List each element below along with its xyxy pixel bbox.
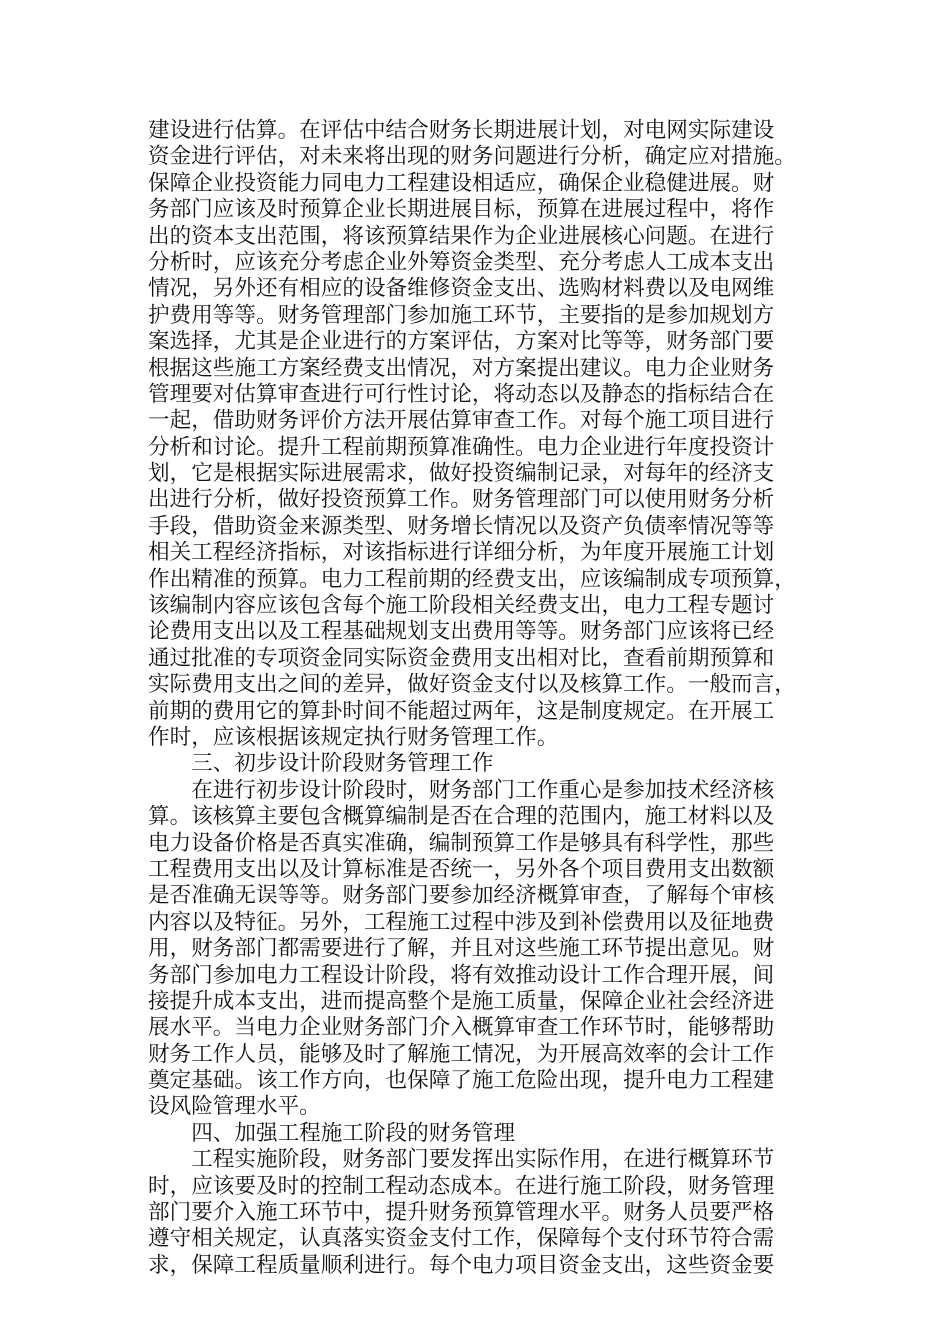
- text-line: 展水平。当电力企业财务部门介入概算审查工作环节时，能够帮助: [148, 1015, 775, 1041]
- text-line: 遵守相关规定，认真落实资金支付工作，保障每个支付环节符合需: [148, 1226, 775, 1252]
- text-line: 奠定基础。该工作方向，也保障了施工危险出现，提升电力工程建: [148, 1068, 775, 1094]
- text-line: 建设进行估算。在评估中结合财务长期进展计划，对电网实际建设: [148, 118, 775, 143]
- text-line: 在进行初步设计阶段时，财务部门工作重心是参加技术经济核: [148, 777, 775, 803]
- text-line: 手段，借助资金来源类型、财务增长情况以及资产负债率情况等等: [148, 513, 775, 539]
- text-line: 论费用支出以及工程基础规划支出费用等等。财务部门应该将已经: [148, 619, 775, 645]
- section-heading-3: 三、初步设计阶段财务管理工作: [148, 751, 494, 777]
- text-line: 通过批准的专项资金同实际资金费用支出相对比，查看前期预算和: [148, 645, 775, 671]
- section-heading-4: 四、加强工程施工阶段的财务管理: [148, 1120, 516, 1146]
- text-line: 内容以及特征。另外，工程施工过程中涉及到补偿费用以及征地费: [148, 909, 775, 935]
- text-line: 接提升成本支出，进而提高整个是施工质量，保障企业社会经济进: [148, 988, 775, 1014]
- text-line: 实际费用支出之间的差异，做好资金支付以及核算工作。一般而言，: [148, 672, 796, 698]
- text-line: 设风险管理水平。: [148, 1094, 321, 1120]
- text-line: 出的资本支出范围，将该预算结果作为企业进展核心问题。在进行: [148, 223, 775, 249]
- text-line: 部门要介入施工环节中，提升财务预算管理水平。财务人员要严格: [148, 1200, 775, 1226]
- text-line: 作时，应该根据该规定执行财务管理工作。: [148, 724, 559, 750]
- text-line: 相关工程经济指标，对该指标进行详细分析，为年度开展施工计划: [148, 540, 775, 566]
- text-line: 是否准确无误等等。财务部门要参加经济概算审查，了解每个审核: [148, 883, 775, 909]
- text-line: 求，保障工程质量顺利进行。每个电力项目资金支出，这些资金要: [148, 1252, 775, 1278]
- text-line: 资金进行评估，对未来将出现的财务问题进行分析，确定应对措施。: [148, 144, 796, 170]
- text-line: 分析时，应该充分考虑企业外筹资金类型、充分考虑人工成本支出: [148, 249, 775, 275]
- text-line: 时，应该要及时的控制工程动态成本。在进行施工阶段，财务管理: [148, 1173, 775, 1199]
- text-line: 务部门应该及时预算企业长期进展目标，预算在进展过程中，将作: [148, 197, 775, 223]
- text-line: 工程实施阶段，财务部门要发挥出实际作用，在进行概算环节: [148, 1147, 775, 1173]
- text-line: 案选择，尤其是企业进行的方案评估，方案对比等等，财务部门要: [148, 329, 775, 355]
- text-line: 电力设备价格是否真实准确，编制预算工作是够具有科学性，那些: [148, 830, 775, 856]
- text-line: 该编制内容应该包含每个施工阶段相关经费支出，电力工程专题讨: [148, 593, 775, 619]
- text-line: 务部门参加电力工程设计阶段，将有效推动设计工作合理开展，间: [148, 962, 775, 988]
- text-line: 工程费用支出以及计算标准是否统一，另外各个项目费用支出数额: [148, 856, 775, 882]
- text-line: 前期的费用它的算卦时间不能超过两年，这是制度规定。在开展工: [148, 698, 775, 724]
- text-line: 分析和讨论。提升工程前期预算准确性。电力企业进行年度投资计: [148, 434, 775, 460]
- document-body: [148, 118, 800, 1279]
- text-line: 保障企业投资能力同电力工程建设相适应，确保企业稳健进展。财: [148, 170, 775, 196]
- text-line: 财务工作人员，能够及时了解施工情况，为开展高效率的会计工作: [148, 1041, 775, 1067]
- text-line: 护费用等等。财务管理部门参加施工环节，主要指的是参加规划方: [148, 302, 775, 328]
- text-line: 用，财务部门都需要进行了解，并且对这些施工环节提出意见。财: [148, 936, 775, 962]
- text-line: 一起，借助财务评价方法开展估算审查工作。对每个施工项目进行: [148, 408, 775, 434]
- text-line: 根据这些施工方案经费支出情况，对方案提出建议。电力企业财务: [148, 355, 775, 381]
- text-line: 算。该核算主要包含概算编制是否在合理的范围内，施工材料以及: [148, 804, 775, 830]
- text-line: 出进行分析，做好投资预算工作。财务管理部门可以使用财务分析: [148, 487, 775, 513]
- text-line: 管理要对估算审查进行可行性讨论，将动态以及静态的指标结合在: [148, 381, 775, 407]
- text-line: 作出精准的预算。电力工程前期的经费支出，应该编制成专项预算，: [148, 566, 796, 592]
- text-line: 情况，另外还有相应的设备维修资金支出、选购材料费以及电网维: [148, 276, 775, 302]
- text-line: 划，它是根据实际进展需求，做好投资编制记录，对每年的经济支: [148, 461, 775, 487]
